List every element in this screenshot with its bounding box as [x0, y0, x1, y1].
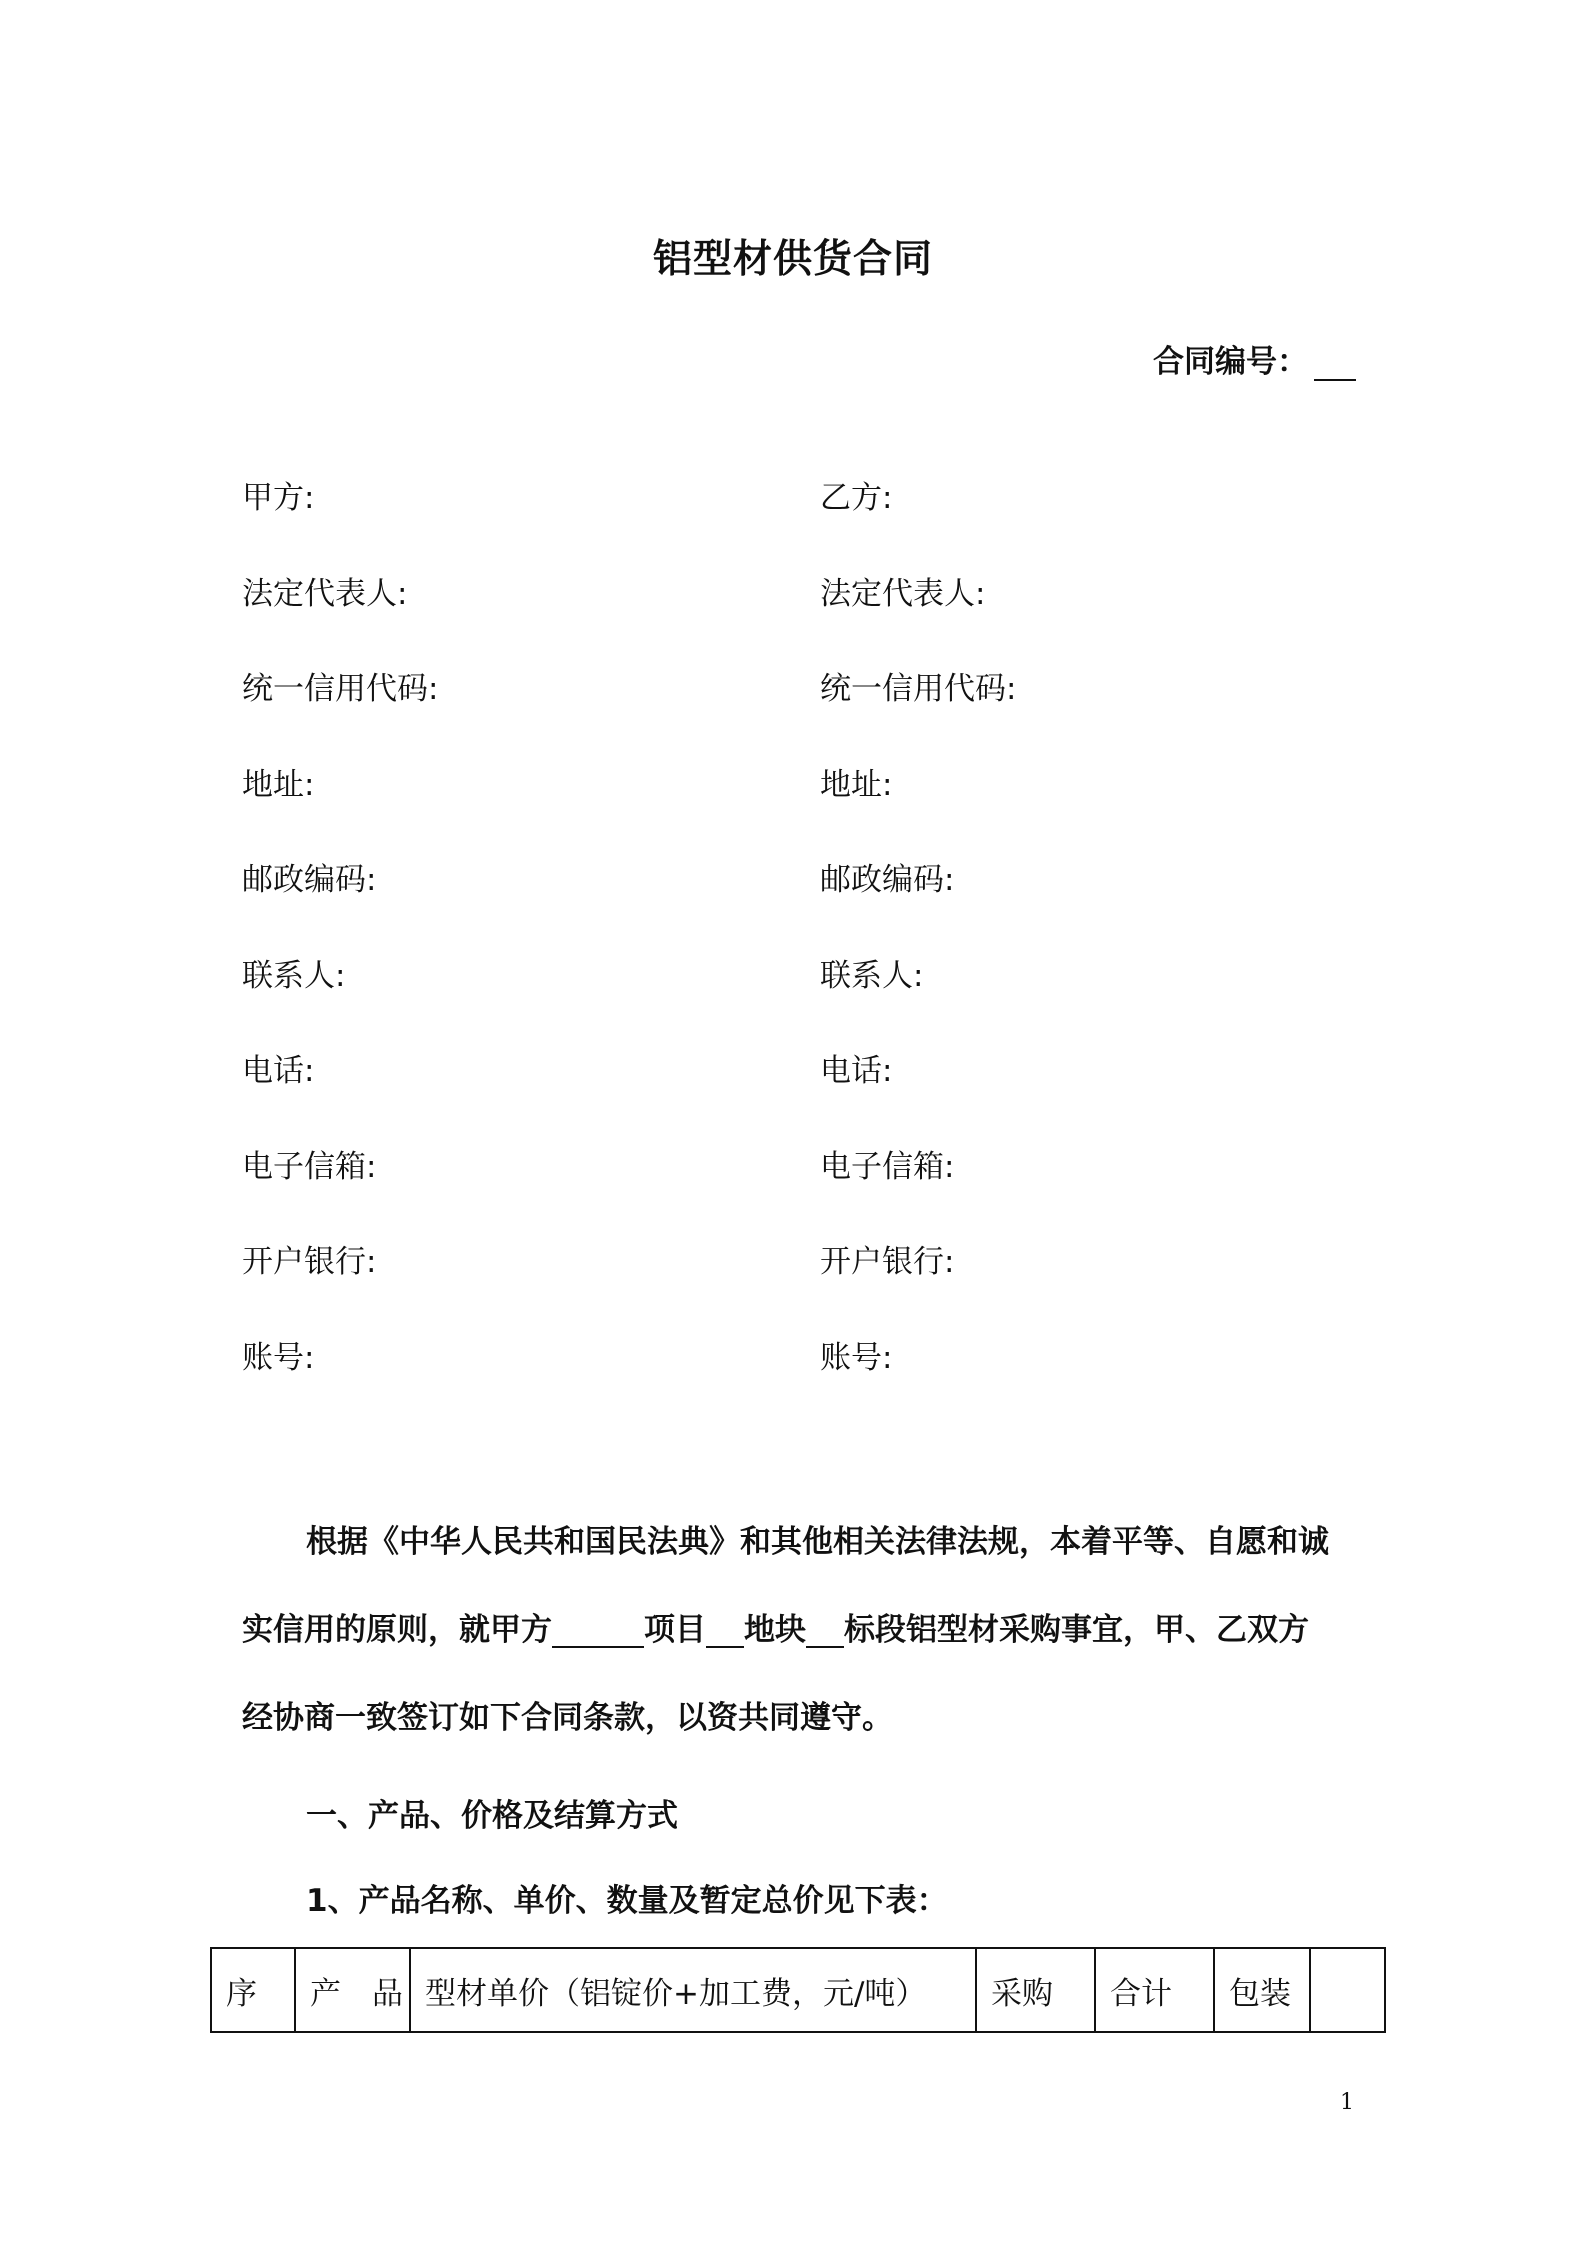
party-b-field: 电子信箱: — [820, 1148, 955, 1185]
party-b-field: 统一信用代码: — [820, 671, 1017, 707]
party-a-field: 电话: — [242, 1053, 315, 1089]
party-a-field: 甲方: — [242, 480, 315, 516]
party-a-field: 邮政编码: — [242, 862, 377, 898]
party-a-field: 电子信箱: — [242, 1148, 377, 1185]
table-header-cell: 产 品 — [295, 1948, 410, 2032]
party-b-field: 地址: — [820, 766, 893, 803]
contract-number-label: 合同编号： — [1153, 344, 1308, 380]
table-header-cell: 型材单价（铝锭价+加工费，元/吨） — [410, 1948, 976, 2032]
table-header-cell: 序 — [211, 1948, 295, 2032]
party-a-field: 统一信用代码: — [242, 671, 439, 707]
party-row — [242, 1332, 1362, 1428]
party-row — [242, 854, 1362, 950]
party-info — [242, 472, 1362, 1427]
party-a-field: 地址: — [242, 766, 315, 803]
intro-line-1: 根据《中华人民共和国民法典》和其他相关法律法规，本着平等、自愿和诚 — [306, 1524, 1329, 1560]
party-b-field: 电话: — [820, 1053, 893, 1089]
intro-text-a: 实信用的原则，就甲方 — [242, 1612, 552, 1648]
party-a-field: 法定代表人: — [242, 575, 408, 612]
party-a-field: 账号: — [242, 1339, 315, 1376]
table-header-cell: 包装 — [1214, 1948, 1310, 2032]
intro-text-d: 标段铝型材采购事宜，甲、乙双方 — [844, 1612, 1309, 1648]
party-b-field: 邮政编码: — [820, 862, 955, 898]
party-row — [242, 759, 1362, 855]
sub-heading: 1、产品名称、单价、数量及暂定总价见下表： — [306, 1883, 948, 1919]
section-blank — [806, 1616, 844, 1648]
page-number: 1 — [1340, 2090, 1354, 2115]
party-b-field: 账号: — [820, 1339, 893, 1376]
intro-text-c: 地块 — [744, 1612, 806, 1648]
table-header-cell — [1310, 1948, 1385, 2032]
intro-line-3: 经协商一致签订如下合同条款，以资共同遵守。 — [242, 1700, 893, 1736]
party-row — [242, 950, 1362, 1046]
product-table — [210, 1947, 1386, 2033]
party-a-field: 联系人: — [242, 957, 346, 994]
contract-number-blank — [1314, 351, 1356, 381]
intro-line-2 — [242, 1586, 1352, 1674]
party-row — [242, 663, 1362, 759]
table-header-cell: 合计 — [1095, 1948, 1214, 2032]
document-title: 铝型材供货合同 — [652, 237, 933, 282]
table-header-row — [211, 1948, 1385, 2032]
party-a-field: 开户银行: — [242, 1244, 377, 1280]
contract-number — [1153, 336, 1356, 381]
project-blank — [552, 1616, 644, 1648]
plot-blank — [706, 1616, 744, 1648]
party-b-field: 开户银行: — [820, 1244, 955, 1280]
intro-text-b: 项目 — [644, 1612, 706, 1648]
table-header-cell: 采购 — [976, 1948, 1095, 2032]
party-b-field: 联系人: — [820, 957, 924, 994]
party-row — [242, 1236, 1362, 1332]
party-b-field: 乙方: — [820, 480, 893, 516]
party-b-field: 法定代表人: — [820, 575, 986, 612]
party-row — [242, 1141, 1362, 1237]
party-row — [242, 472, 1362, 568]
party-row — [242, 568, 1362, 664]
intro-paragraph — [242, 1498, 1352, 1762]
section-heading: 一、产品、价格及结算方式 — [306, 1798, 678, 1834]
party-row — [242, 1045, 1362, 1141]
